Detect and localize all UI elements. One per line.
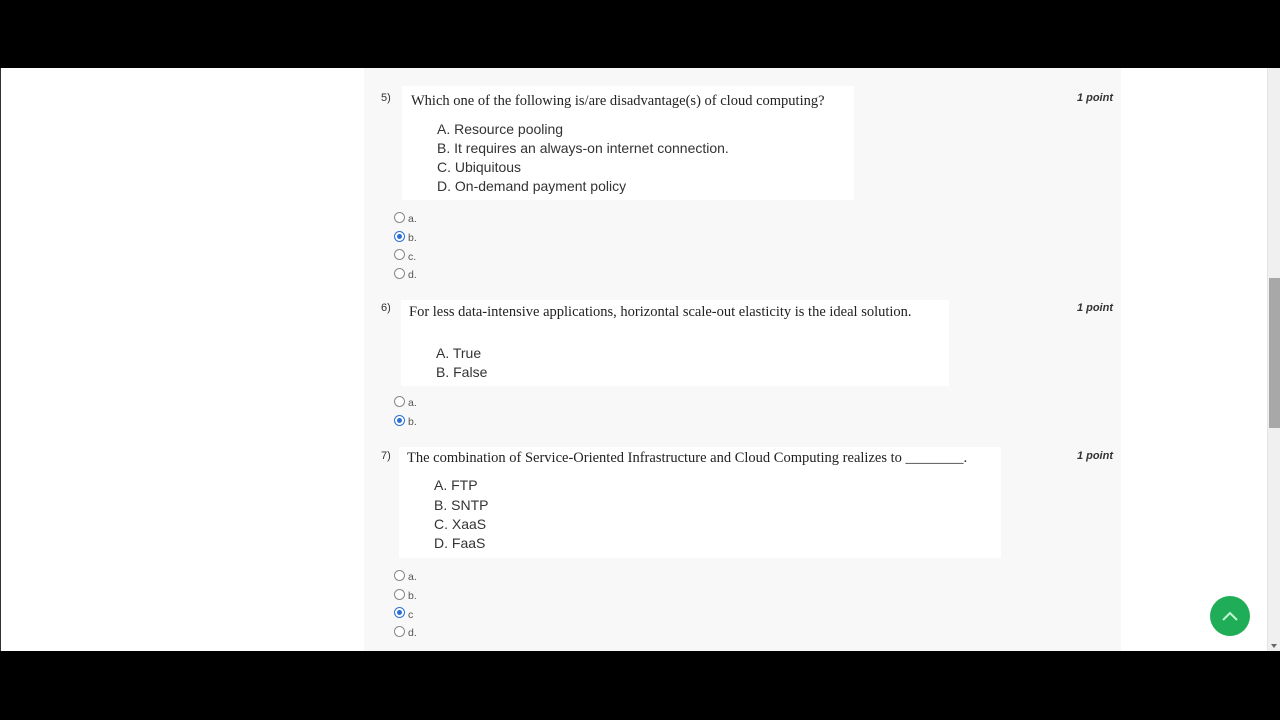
answer-choices (394, 394, 417, 431)
question-image (399, 447, 1001, 558)
question-stem: For less data-intensive applications, horizontal scale-out elasticity is the ideal solution. (409, 304, 912, 320)
radio-button-selected[interactable] (394, 231, 405, 242)
question-image (402, 86, 854, 200)
radio-button-selected[interactable] (394, 415, 405, 426)
radio-button[interactable] (394, 570, 405, 581)
question-points: 1 point (1076, 450, 1113, 462)
question-points: 1 point (1076, 92, 1113, 104)
choice-d[interactable]: d. (394, 624, 417, 643)
option-a: A. True (436, 345, 482, 361)
choice-a[interactable]: a. (394, 568, 417, 587)
answer-choices (394, 210, 417, 285)
option-d: D. FaaS (434, 535, 486, 551)
option-b: B. False (436, 364, 488, 380)
radio-button-selected[interactable] (394, 607, 405, 618)
question-stem: The combination of Service-Oriented Infrastructure and Cloud Computing realizes to ________. (407, 450, 968, 466)
vertical-scrollbar[interactable] (1267, 68, 1280, 651)
question-7 (364, 450, 1121, 650)
option-a: A. Resource pooling (437, 121, 564, 137)
radio-button[interactable] (394, 268, 405, 279)
choice-d[interactable]: d. (394, 266, 417, 285)
answer-choices (394, 568, 417, 643)
question-number: 6) (381, 302, 391, 314)
choice-b[interactable]: b. (394, 413, 417, 432)
radio-button[interactable] (394, 589, 405, 600)
option-d: D. On-demand payment policy (437, 178, 627, 194)
radio-button[interactable] (394, 212, 405, 223)
option-c: C. XaaS (434, 516, 487, 532)
scrollbar-thumb[interactable] (1269, 278, 1280, 428)
chevron-up-icon (1221, 610, 1239, 622)
radio-button[interactable] (394, 396, 405, 407)
choice-a[interactable]: a. (394, 210, 417, 229)
option-a: A. FTP (434, 477, 478, 493)
choice-c[interactable]: c (394, 605, 417, 624)
option-b: B. It requires an always-on internet connection. (437, 140, 729, 156)
choice-a[interactable]: a. (394, 394, 417, 413)
scroll-down-arrow-icon[interactable] (1271, 644, 1277, 648)
radio-button[interactable] (394, 249, 405, 260)
question-stem: Which one of the following is/are disadvantage(s) of cloud computing? (411, 93, 825, 109)
quiz-panel (364, 68, 1121, 651)
question-5 (364, 92, 1121, 292)
choice-c[interactable]: c. (394, 247, 417, 266)
option-b: B. SNTP (434, 497, 489, 513)
choice-b[interactable]: b. (394, 587, 417, 606)
option-c: C. Ubiquitous (437, 159, 522, 175)
question-points: 1 point (1076, 302, 1113, 314)
question-number: 5) (381, 92, 391, 104)
question-image (401, 300, 949, 386)
question-6 (364, 302, 1121, 442)
choice-b[interactable]: b. (394, 229, 417, 248)
back-to-top-button[interactable] (1210, 596, 1250, 636)
page-viewport (0, 68, 1280, 651)
question-number: 7) (381, 450, 391, 462)
radio-button[interactable] (394, 626, 405, 637)
